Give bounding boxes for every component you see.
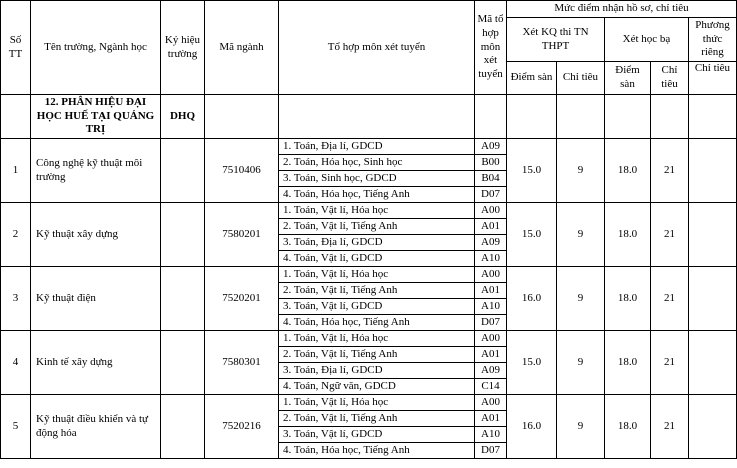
- subject-code: B00: [475, 155, 507, 171]
- subject-combo: 2. Toán, Vật lí, Tiếng Anh: [279, 411, 475, 427]
- table-row: [1, 267, 737, 283]
- major-stt: 4: [1, 331, 31, 395]
- header-group: Mức điểm nhận hồ sơ, chỉ tiêu: [507, 1, 737, 18]
- subject-combo: 4. Toán, Hóa học, Tiếng Anh: [279, 187, 475, 203]
- hocba-quota: 21: [651, 331, 689, 395]
- subject-combo: 1. Toán, Địa lí, GDCD: [279, 139, 475, 155]
- major-name: Kỹ thuật điều khiển và tự động hóa: [31, 395, 161, 459]
- subject-code: A09: [475, 235, 507, 251]
- table-row: [1, 331, 737, 347]
- major-stt: 5: [1, 395, 31, 459]
- table-row: [1, 203, 737, 219]
- subject-code: C14: [475, 379, 507, 395]
- thpt-quota: 9: [557, 267, 605, 331]
- header-combo: Tổ hợp môn xét tuyển: [279, 1, 475, 95]
- subject-code: A10: [475, 251, 507, 267]
- thpt-floor: 15.0: [507, 331, 557, 395]
- subject-code: D07: [475, 315, 507, 331]
- rieng-quota: [689, 331, 737, 395]
- major-name: Kỹ thuật điện: [31, 267, 161, 331]
- thpt-floor: 15.0: [507, 139, 557, 203]
- major-code: 7580201: [205, 203, 279, 267]
- thpt-quota: 9: [557, 203, 605, 267]
- header-major-code: Mã ngành: [205, 1, 279, 95]
- subject-combo: 1. Toán, Vật lí, Hóa học: [279, 331, 475, 347]
- header-rieng-quota: Chỉ tiêu: [689, 62, 737, 95]
- rieng-quota: [689, 395, 737, 459]
- school-symbol: DHQ: [161, 95, 205, 139]
- subject-code: A01: [475, 283, 507, 299]
- hocba-quota: 21: [651, 395, 689, 459]
- header-stt: Số TT: [1, 1, 31, 95]
- thpt-floor: 15.0: [507, 203, 557, 267]
- major-symbol: [161, 395, 205, 459]
- header-hb-quota: Chỉ tiêu: [651, 62, 689, 95]
- rieng-quota: [689, 267, 737, 331]
- header-symbol: Ký hiệu trường: [161, 1, 205, 95]
- thpt-quota: 9: [557, 395, 605, 459]
- subject-combo: 2. Toán, Hóa học, Sinh học: [279, 155, 475, 171]
- subject-code: A01: [475, 219, 507, 235]
- header-school: Tên trường, Ngành học: [31, 1, 161, 95]
- major-code: 7520201: [205, 267, 279, 331]
- thpt-floor: 16.0: [507, 395, 557, 459]
- header-rieng: Phương thức riêng: [689, 18, 737, 62]
- header-hb-floor: Điểm sàn: [605, 62, 651, 95]
- subject-code: B04: [475, 171, 507, 187]
- hocba-floor: 18.0: [605, 267, 651, 331]
- school-name: 12. PHÂN HIỆU ĐẠI HỌC HUẾ TẠI QUẢNG TRỊ: [31, 95, 161, 139]
- major-stt: 2: [1, 203, 31, 267]
- hocba-quota: 21: [651, 139, 689, 203]
- subject-combo: 2. Toán, Vật lí, Tiếng Anh: [279, 347, 475, 363]
- table-header: [1, 1, 737, 95]
- rieng-quota: [689, 139, 737, 203]
- table-body: [1, 95, 737, 459]
- header-thpt-floor: Điểm sàn: [507, 62, 557, 95]
- hocba-floor: 18.0: [605, 139, 651, 203]
- subject-code: A10: [475, 299, 507, 315]
- subject-code: A09: [475, 139, 507, 155]
- subject-code: D07: [475, 443, 507, 459]
- thpt-quota: 9: [557, 139, 605, 203]
- subject-combo: 2. Toán, Vật lí, Tiếng Anh: [279, 283, 475, 299]
- subject-code: A00: [475, 267, 507, 283]
- major-name: Kỹ thuật xây dựng: [31, 203, 161, 267]
- major-stt: 3: [1, 267, 31, 331]
- subject-code: A10: [475, 427, 507, 443]
- rieng-quota: [689, 203, 737, 267]
- hocba-quota: 21: [651, 267, 689, 331]
- major-name: Kinh tế xây dựng: [31, 331, 161, 395]
- major-symbol: [161, 267, 205, 331]
- subject-code: A09: [475, 363, 507, 379]
- subject-combo: 4. Toán, Vật lí, GDCD: [279, 251, 475, 267]
- subject-code: A01: [475, 411, 507, 427]
- hocba-floor: 18.0: [605, 203, 651, 267]
- major-symbol: [161, 203, 205, 267]
- table-row: [1, 139, 737, 155]
- subject-code: A01: [475, 347, 507, 363]
- subject-combo: 1. Toán, Vật lí, Hóa học: [279, 395, 475, 411]
- subject-code: A00: [475, 203, 507, 219]
- header-thpt-quota: Chỉ tiêu: [557, 62, 605, 95]
- header-thpt: Xét KQ thi TN THPT: [507, 18, 605, 62]
- header-hocba: Xét học bạ: [605, 18, 689, 62]
- subject-code: A00: [475, 395, 507, 411]
- hocba-quota: 21: [651, 203, 689, 267]
- major-symbol: [161, 139, 205, 203]
- school-row: [1, 95, 737, 139]
- thpt-quota: 9: [557, 331, 605, 395]
- subject-combo: 3. Toán, Vật lí, GDCD: [279, 427, 475, 443]
- subject-combo: 2. Toán, Vật lí, Tiếng Anh: [279, 219, 475, 235]
- major-stt: 1: [1, 139, 31, 203]
- major-symbol: [161, 331, 205, 395]
- subject-combo: 4. Toán, Hóa học, Tiếng Anh: [279, 315, 475, 331]
- subject-code: D07: [475, 187, 507, 203]
- subject-combo: 1. Toán, Vật lí, Hóa học: [279, 267, 475, 283]
- subject-combo: 4. Toán, Ngữ văn, GDCD: [279, 379, 475, 395]
- subject-combo: 3. Toán, Địa lí, GDCD: [279, 363, 475, 379]
- hocba-floor: 18.0: [605, 331, 651, 395]
- major-code: 7580301: [205, 331, 279, 395]
- subject-combo: 4. Toán, Hóa học, Tiếng Anh: [279, 443, 475, 459]
- table-row: [1, 395, 737, 411]
- subject-combo: 3. Toán, Sinh học, GDCD: [279, 171, 475, 187]
- major-code: 7510406: [205, 139, 279, 203]
- header-combo-code: Mã tổ hợp môn xét tuyển: [475, 1, 507, 95]
- subject-combo: 3. Toán, Vật lí, GDCD: [279, 299, 475, 315]
- subject-combo: 1. Toán, Vật lí, Hóa học: [279, 203, 475, 219]
- subject-combo: 3. Toán, Địa lí, GDCD: [279, 235, 475, 251]
- major-code: 7520216: [205, 395, 279, 459]
- subject-code: A00: [475, 331, 507, 347]
- major-name: Công nghệ kỹ thuật môi trường: [31, 139, 161, 203]
- hocba-floor: 18.0: [605, 395, 651, 459]
- thpt-floor: 16.0: [507, 267, 557, 331]
